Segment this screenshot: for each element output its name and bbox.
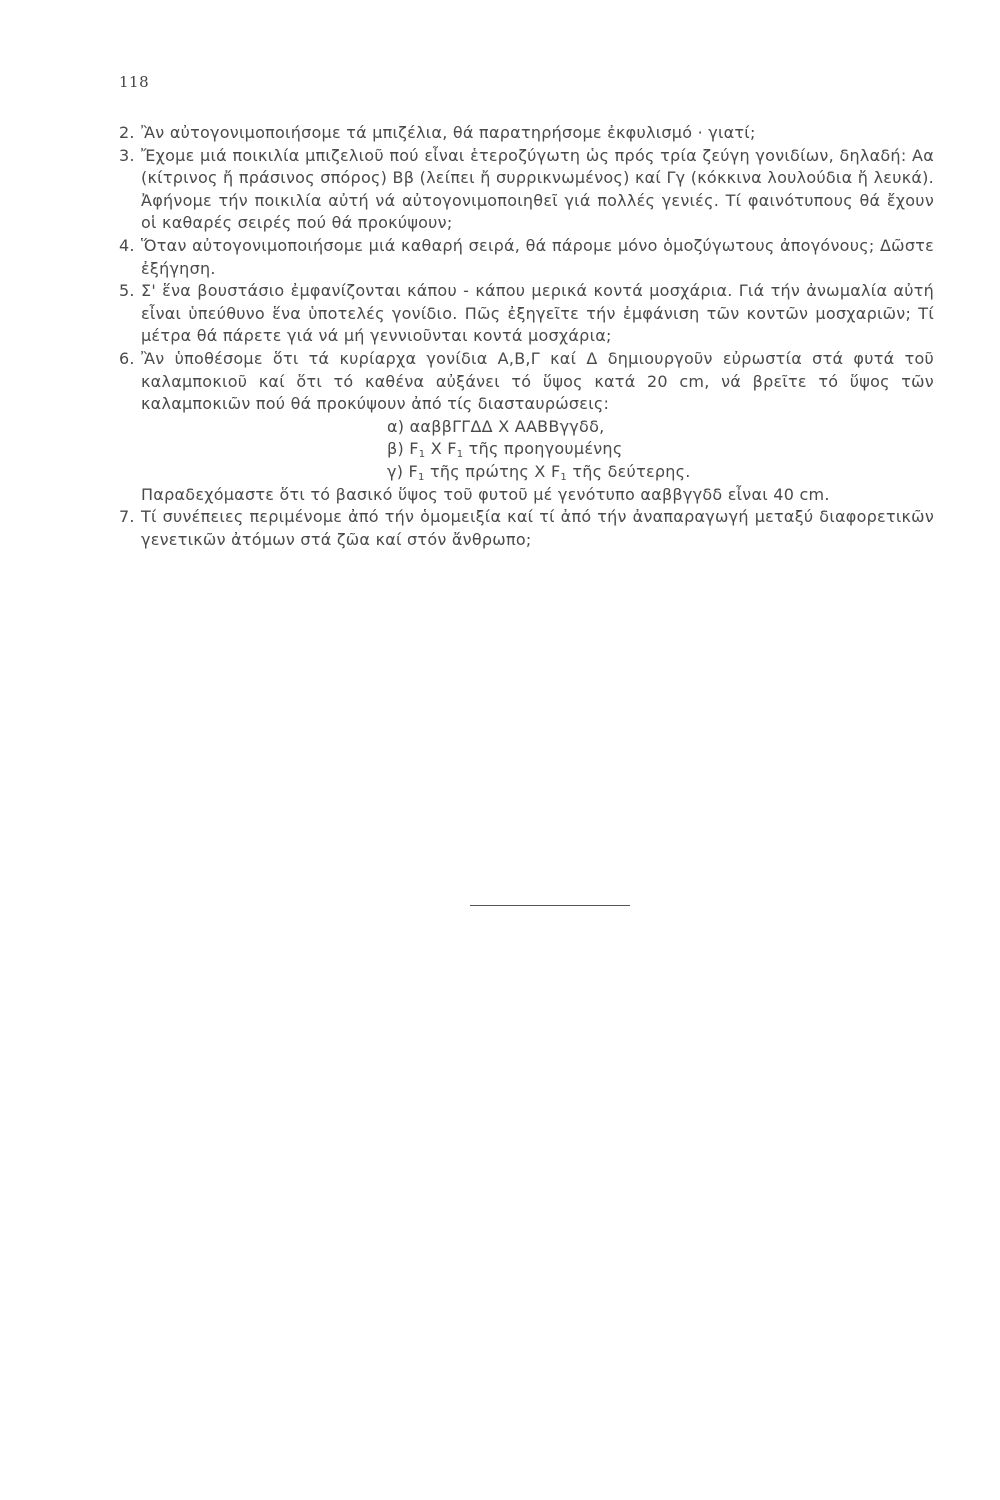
exercise-item	[119, 235, 934, 280]
cross-c-subscript: 1	[560, 471, 568, 483]
exercise-text: Τί συνέπειες περιμένομε ἀπό τήν ὁμομειξία καί τί ἀπό τήν ἀναπαραγωγή μεταξύ διαφορετικῶν γενετικῶν ἀτόμων στά ζῶα καί στόν ἄνθρωπο;	[141, 507, 934, 549]
section-divider	[470, 905, 630, 906]
cross-c-part: τῆς δεύτερης.	[567, 461, 691, 481]
exercise-text: Ἔχομε μιά ποικιλία μπιζελιοῦ πού εἶναι ἑτεροζύγωτη ὡς πρός τρία ζεύγη γονιδίων, δηλαδή: Αα (κίτρινος ἤ πράσινος σπόρος) Ββ (λείπει ἤ συρρικνωμένος) καί Γγ (κόκκινα λουλούδια ἤ λευκά). Ἀφήνομε τήν ποικιλία αὐτή νά αὐτογονιμοποιηθεῖ γιά πολλές γενιές. Τί φαινότυπους θά ἔχουν οἱ καθαρές σειρές πού θά προκύψουν;	[141, 145, 934, 233]
page-number: 118	[119, 73, 150, 91]
exercise-number: 5.	[119, 281, 135, 301]
exercise-text: Ἂν αὐτογονιμοποιήσομε τά μπιζέλια, θά παρατηρήσομε ἐκφυλισμό · γιατί;	[141, 123, 756, 142]
cross-c-subscript: 1	[418, 471, 425, 483]
cross-b-subscript: 1	[418, 449, 426, 461]
exercise-item	[119, 145, 934, 235]
exercise-number: 2.	[119, 123, 135, 142]
exercise-list	[119, 122, 934, 551]
exercise-number: 4.	[119, 235, 135, 255]
base-height-note: Παραδεχόμαστε ὅτι τό βασικό ὕψος τοῦ φυτοῦ μέ γενότυπο ααββγγδδ εἶναι 40 cm.	[141, 484, 830, 504]
exercise-text: Ὅταν αὐτογονιμοποιήσομε μιά καθαρή σειρά, θά πάρομε μόνο ὁμοζύγωτους ἀπογόνους; Δῶστε ἐξήγηση.	[141, 235, 934, 278]
exercise-item	[119, 348, 934, 506]
cross-c-part: τῆς πρώτης Χ F	[424, 461, 561, 481]
exercise-item	[119, 122, 934, 145]
cross-b	[141, 438, 934, 461]
exercise-number: 6.	[119, 348, 135, 368]
exercise-item	[119, 280, 934, 348]
cross-b-part: Χ F	[425, 439, 457, 459]
cross-b-subscript: 1	[456, 449, 464, 461]
cross-list	[141, 416, 934, 484]
exercise-item	[119, 506, 934, 551]
exercise-number: 7.	[119, 507, 135, 527]
cross-c	[141, 461, 934, 484]
exercise-text: Ἂν ὑποθέσομε ὅτι τά κυρίαρχα γονίδια Α,Β,Γ καί Δ δημιουργοῦν εὐρωστία στά φυτά τοῦ καλαμποκιοῦ καί ὅτι τό καθένα αὐξάνει τό ὕψος κατά 20 cm, νά βρεῖτε τό ὕψος τῶν καλαμποκιῶν πού θά προκύψουν ἀπό τίς διασταυρώσεις:	[141, 348, 934, 414]
cross-b-part: τῆς προηγουμένης	[463, 439, 623, 459]
cross-b-part: β) F	[387, 439, 419, 459]
exercise-text: Σ' ἕνα βουστάσιο ἐμφανίζονται κάπου - κάπου μερικά κοντά μοσχάρια. Γιά τήν ἀνωμαλία αὐτή εἶναι ὑπεύθυνο ἕνα ὑποτελές γονίδιο. Πῶς ἐξηγεῖτε τήν ἐμφάνιση τῶν κοντῶν μοσχαριῶν; Τί μέτρα θά πάρετε γιά νά μή γεννιοῦνται κοντά μοσχάρια;	[141, 281, 934, 346]
cross-a: α) ααββΓΓΔΔ Χ ΑΑΒΒγγδδ,	[387, 416, 605, 436]
exercise-number: 3.	[119, 145, 135, 165]
cross-c-part: γ) F	[387, 461, 418, 481]
